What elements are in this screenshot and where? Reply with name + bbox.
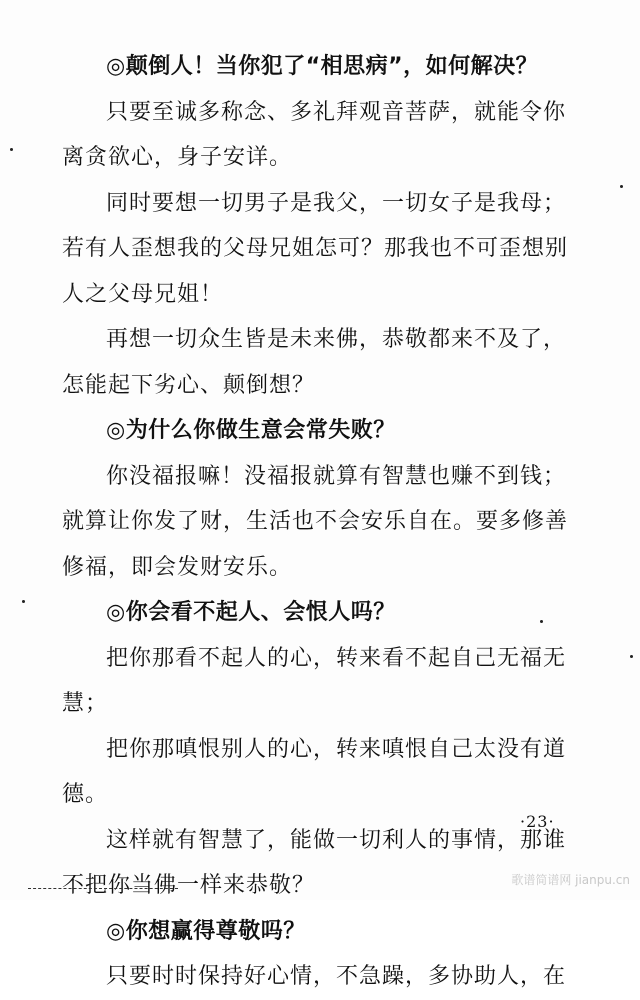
page-number: ·23· [520,812,555,831]
body-text-line: 德。 [62,782,109,807]
scan-speck [10,148,13,151]
scan-speck [22,600,25,603]
body-text-line: 把你那看不起人的心，转来看不起自己无福无 [106,645,567,671]
scan-speck [620,185,623,188]
section-heading: ◎你想赢得尊敬吗？ [106,918,306,944]
body-text-line: 修福，即会发财安乐。 [62,554,293,580]
body-text-line: 怎能起下劣心、颠倒想？ [62,372,316,398]
body-text-line: 这样就有智慧了，能做一切利人的事情，那谁 [106,827,567,853]
scan-speck [540,620,543,623]
section-heading: ◎为什么你做生意会常失败？ [106,418,396,443]
body-text-line: 若有人歪想我的父母兄姐怎可？那我也不可歪想别 [62,236,569,261]
body-text-line: 再想一切众生皆是未来佛，恭敬都来不及了， [106,327,567,352]
body-text-line: 离贪欲心，身子安详。 [62,145,293,170]
body-text-line: 只要至诚多称念、多礼拜观音菩萨，就能令你 [106,99,567,125]
body-text-line: 就算让你发了财，生活也不会安乐自在。要多修善 [62,509,569,534]
section-heading: ◎你会看不起人、会恨人吗？ [106,600,396,625]
body-text-line: 只要时时保持好心情，不急躁，多协助人，在 [106,964,567,989]
body-text-line: 同时要想一切男子是我父，一切女子是我母； [106,190,567,216]
scan-speck [630,655,633,658]
body-text-line: 你没福报嘛！没福报就算有智慧也赚不到钱； [106,463,567,489]
body-text-line: 人之父母兄姐！ [62,281,224,307]
page-body [62,44,582,1000]
body-text-line: 慧； [62,691,109,716]
footer-rule [28,888,178,889]
body-text-line: 不把你当佛一样来恭敬？ [62,873,316,898]
watermark: 歌谱简谱网 jianpu.cn [511,873,630,887]
body-text-line: 把你那嗔恨别人的心，转来嗔恨自己太没有道 [106,736,567,762]
section-heading: ◎颠倒人！当你犯了“相思病”，如何解决？ [106,54,539,79]
